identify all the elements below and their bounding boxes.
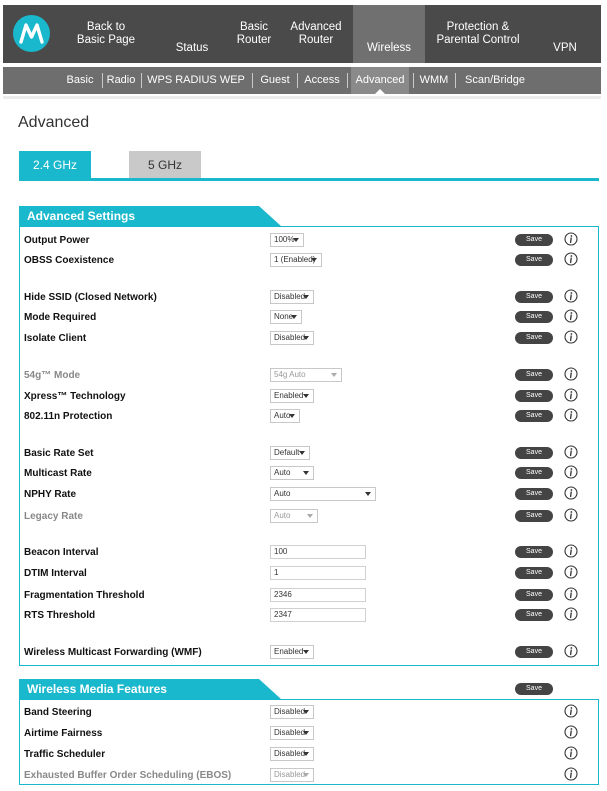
chevron-down-icon (307, 514, 313, 518)
info-icon[interactable] (564, 746, 578, 760)
rts-threshold-save-button[interactable]: Save (515, 609, 553, 621)
setting-label: Band Steering (24, 707, 92, 718)
xpress-technology-save-button[interactable]: Save (515, 390, 553, 402)
subnav-divider (297, 73, 298, 88)
info-icon[interactable] (564, 252, 578, 266)
control-value: Disabled (274, 749, 306, 758)
multicast-rate-select[interactable] (270, 466, 314, 480)
info-icon[interactable] (564, 767, 578, 781)
divider (3, 96, 601, 99)
multicast-rate-save-button[interactable]: Save (515, 467, 553, 479)
nav-back-to-basic[interactable] (69, 5, 143, 63)
54g-mode-select (270, 368, 342, 382)
control-value: Auto (274, 489, 291, 498)
control-value: 1 (274, 568, 279, 577)
control-value: Default (274, 448, 300, 457)
control-value: Enabled (274, 391, 304, 400)
tab-5-ghz[interactable]: 5 GHz (129, 151, 201, 179)
chevron-down-icon (365, 492, 371, 496)
chevron-down-icon (303, 471, 309, 475)
nav-label: Router (236, 34, 272, 46)
info-icon[interactable] (564, 508, 578, 522)
nav-label: Router (298, 34, 334, 46)
setting-row-wireless-multicast-forwarding-wmf (24, 645, 594, 663)
control-value: Disabled (274, 770, 306, 779)
control-value: 100% (274, 235, 295, 244)
setting-label: Legacy Rate (24, 511, 83, 522)
isolate-client-save-button[interactable]: Save (515, 332, 553, 344)
chevron-down-icon (303, 710, 309, 714)
wireless-multicast-forwarding-wmf-save-button[interactable]: Save (515, 646, 553, 658)
control-value: Auto (274, 468, 291, 477)
info-icon[interactable] (564, 465, 578, 479)
page-title: Advanced (18, 114, 90, 131)
nav-advanced-router[interactable] (284, 5, 348, 63)
subnav-advanced[interactable]: Advanced (351, 67, 409, 94)
chevron-down-icon (303, 295, 309, 299)
chevron-down-icon (293, 238, 299, 242)
subnav-divider (455, 73, 456, 88)
info-icon[interactable] (564, 289, 578, 303)
nav-label: Status (175, 41, 209, 54)
subnav-guest[interactable]: Guest (260, 74, 290, 86)
info-icon[interactable] (564, 486, 578, 500)
subnav-radio[interactable]: Radio (106, 74, 136, 86)
subnav-divider (102, 73, 103, 88)
setting-row-basic-rate-set (24, 446, 594, 464)
control-value: None (274, 312, 294, 321)
obss-coexistence-save-button[interactable]: Save (515, 254, 553, 266)
setting-label: Output Power (24, 235, 90, 246)
traffic-scheduler-select[interactable] (270, 747, 314, 761)
nav-label: Back to (86, 21, 126, 33)
control-value: Disabled (274, 707, 306, 716)
802-11n-protection-save-button[interactable]: Save (515, 410, 553, 422)
nav-label: VPN (553, 41, 577, 54)
setting-label: DTIM Interval (24, 568, 87, 579)
subnav-divider (252, 73, 253, 88)
hide-ssid-closed-network-save-button[interactable]: Save (515, 291, 553, 303)
wireless-media-features-header (19, 679, 299, 699)
subnav-divider (413, 73, 414, 88)
setting-label: Airtime Fairness (24, 728, 103, 739)
legacy-rate-select (270, 509, 318, 523)
chevron-down-icon (303, 336, 309, 340)
control-value: Disabled (274, 292, 306, 301)
setting-label: RTS Threshold (24, 610, 96, 621)
control-value: 2346 (274, 590, 292, 599)
nav-status[interactable] (166, 5, 218, 63)
info-icon[interactable] (564, 544, 578, 558)
top-navigation (3, 5, 601, 63)
control-value: 2347 (274, 610, 292, 619)
control-value: 54g Auto (274, 370, 306, 379)
chevron-down-icon (303, 394, 309, 398)
setting-row-hide-ssid-closed-network (24, 290, 594, 308)
band-steering-select[interactable] (270, 705, 314, 719)
beacon-interval-save-button[interactable]: Save (515, 546, 553, 558)
nav-label: Basic (239, 21, 269, 33)
subnav-wps-radius-wep[interactable]: WPS RADIUS WEP (147, 74, 245, 86)
subnav-divider (347, 73, 348, 88)
setting-row-802-11n-protection (24, 409, 594, 427)
nav-vpn[interactable] (543, 5, 587, 63)
info-icon[interactable] (564, 232, 578, 246)
setting-row-band-steering (24, 705, 594, 723)
advanced-settings-header (19, 206, 299, 226)
section-title: Advanced Settings (27, 209, 136, 223)
subnav-divider (141, 73, 142, 88)
nav-label: Parental Control (436, 34, 520, 46)
nphy-rate-select[interactable] (270, 487, 376, 501)
info-icon[interactable] (564, 408, 578, 422)
setting-row-beacon-interval (24, 545, 594, 563)
setting-label: Exhausted Buffer Order Scheduling (EBOS) (24, 770, 232, 781)
control-value: 1 (Enabled) (274, 255, 316, 264)
control-value: Disabled (274, 728, 306, 737)
setting-label: 54g™ Mode (24, 370, 81, 381)
chevron-down-icon (289, 414, 295, 418)
nav-label: Basic Page (76, 34, 136, 46)
active-tab-caret-icon (374, 89, 386, 95)
setting-label: Hide SSID (Closed Network) (24, 292, 157, 303)
chevron-down-icon (331, 373, 337, 377)
setting-row-rts-threshold (24, 608, 594, 626)
setting-row-airtime-fairness (24, 726, 594, 744)
chevron-down-icon (291, 315, 297, 319)
setting-row-dtim-interval (24, 566, 594, 584)
nav-label: Protection & (446, 21, 510, 33)
sub-navigation (3, 67, 601, 94)
rts-threshold-input[interactable] (270, 608, 366, 622)
chevron-down-icon (303, 731, 309, 735)
setting-label: Beacon Interval (24, 547, 99, 558)
dtim-interval-input[interactable] (270, 566, 366, 580)
setting-row-fragmentation-threshold (24, 588, 594, 606)
mode-required-save-button[interactable]: Save (515, 311, 553, 323)
info-icon[interactable] (564, 445, 578, 459)
setting-row-legacy-rate (24, 509, 594, 527)
control-value: Auto (274, 511, 291, 520)
tab-2-4-ghz[interactable]: 2.4 GHz (19, 151, 91, 179)
info-icon[interactable] (564, 644, 578, 658)
isolate-client-select[interactable] (270, 331, 314, 345)
subnav-access[interactable]: Access (304, 74, 340, 86)
setting-label: NPHY Rate (24, 489, 77, 500)
setting-label: Wireless Multicast Forwarding (WMF) (24, 647, 202, 658)
info-icon[interactable] (564, 565, 578, 579)
beacon-interval-input[interactable] (270, 545, 366, 559)
chevron-down-icon (303, 773, 309, 777)
tab-underline (19, 178, 599, 181)
setting-row-54g-mode (24, 368, 594, 386)
control-value: Enabled (274, 647, 304, 656)
setting-label: Fragmentation Threshold (24, 590, 145, 601)
subnav-wmm[interactable]: WMM (419, 74, 449, 86)
setting-label: Multicast Rate (24, 468, 92, 479)
fragmentation-threshold-input[interactable] (270, 588, 366, 602)
chevron-down-icon (311, 258, 317, 262)
basic-rate-set-select[interactable] (270, 446, 310, 460)
output-power-save-button[interactable]: Save (515, 234, 553, 246)
subnav-basic[interactable]: Basic (66, 74, 94, 86)
subnav-scan-bridge[interactable]: Scan/Bridge (465, 74, 525, 86)
nav-wireless[interactable] (353, 5, 425, 63)
control-value: 100 (274, 547, 288, 556)
obss-coexistence-select[interactable] (270, 253, 322, 267)
setting-row-exhausted-buffer-order-scheduling-ebos (24, 768, 594, 786)
motorola-logo-icon[interactable] (13, 15, 50, 52)
exhausted-buffer-order-scheduling-ebos-select (270, 768, 314, 782)
chevron-down-icon (303, 752, 309, 756)
setting-label: 802.11n Protection (24, 411, 113, 422)
info-icon[interactable] (564, 704, 578, 718)
wireless-multicast-forwarding-wmf-select[interactable] (270, 645, 314, 659)
chevron-down-icon (303, 650, 309, 654)
nphy-rate-save-button[interactable]: Save (515, 488, 553, 500)
info-icon[interactable] (564, 587, 578, 601)
legacy-rate-save-button[interactable]: Save (515, 510, 553, 522)
setting-row-multicast-rate (24, 466, 594, 484)
airtime-fairness-select[interactable] (270, 726, 314, 740)
setting-row-output-power (24, 233, 594, 251)
xpress-technology-select[interactable] (270, 389, 314, 403)
nav-protection-parental-control[interactable] (425, 5, 531, 63)
info-icon[interactable] (564, 330, 578, 344)
info-icon[interactable] (564, 607, 578, 621)
setting-label: Traffic Scheduler (24, 749, 106, 760)
info-icon[interactable] (564, 309, 578, 323)
setting-row-xpress-technology (24, 389, 594, 407)
info-icon[interactable] (564, 725, 578, 739)
nav-label: Wireless (366, 41, 412, 54)
chevron-down-icon (299, 451, 305, 455)
54g-mode-save-button[interactable]: Save (515, 369, 553, 381)
control-value: Disabled (274, 333, 306, 342)
setting-label: Xpress™ Technology (24, 391, 126, 402)
fragmentation-threshold-save-button[interactable]: Save (515, 589, 553, 601)
802-11n-protection-select[interactable] (270, 409, 300, 423)
output-power-select[interactable] (270, 233, 304, 247)
section-title: Wireless Media Features (27, 682, 167, 696)
nav-basic-router[interactable] (229, 5, 279, 63)
info-icon[interactable] (564, 388, 578, 402)
setting-label: OBSS Coexistence (24, 255, 115, 266)
nav-label: Advanced (290, 21, 342, 33)
setting-label: Mode Required (24, 312, 97, 323)
setting-row-nphy-rate (24, 487, 594, 505)
setting-row-obss-coexistence (24, 253, 594, 271)
media-features-save-button[interactable]: Save (515, 683, 553, 695)
setting-label: Isolate Client (24, 333, 87, 344)
hide-ssid-closed-network-select[interactable] (270, 290, 314, 304)
setting-row-isolate-client (24, 331, 594, 349)
basic-rate-set-save-button[interactable]: Save (515, 447, 553, 459)
dtim-interval-save-button[interactable]: Save (515, 567, 553, 579)
setting-row-mode-required (24, 310, 594, 328)
mode-required-select[interactable] (270, 310, 302, 324)
setting-row-traffic-scheduler (24, 747, 594, 765)
info-icon[interactable] (564, 367, 578, 381)
setting-label: Basic Rate Set (24, 448, 94, 459)
control-value: Auto (274, 411, 291, 420)
